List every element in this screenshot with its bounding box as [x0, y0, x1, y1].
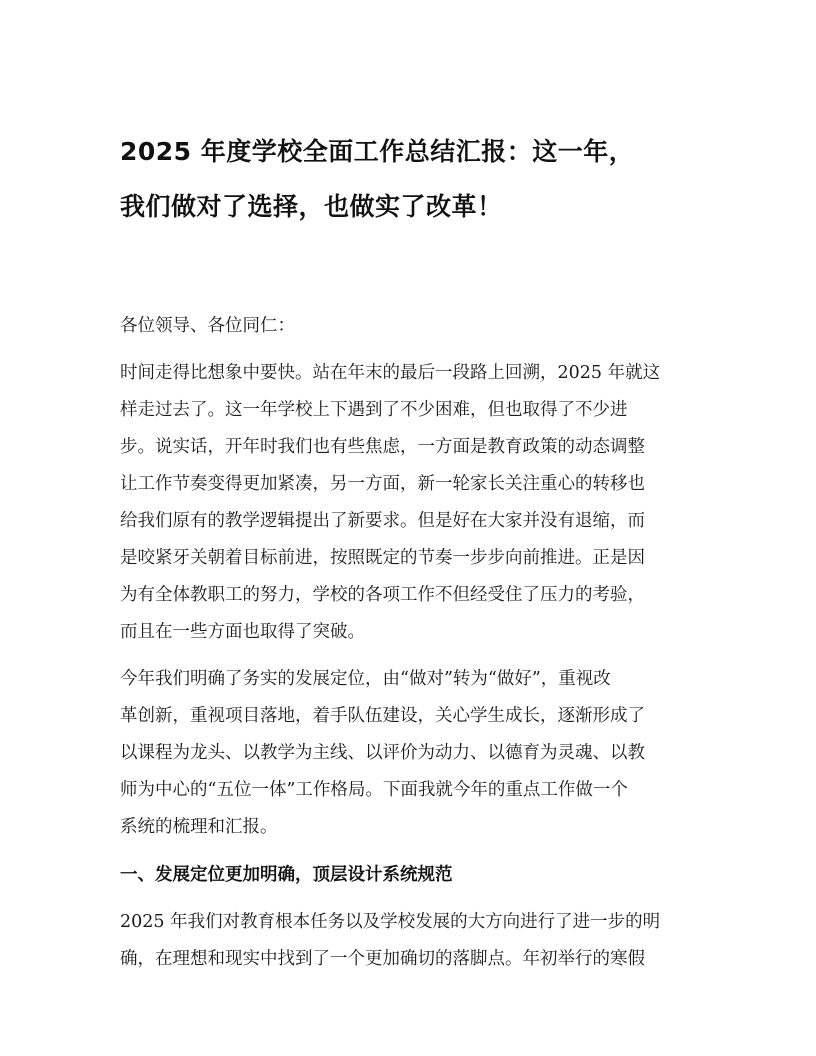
text-line: 步。说实话，开年时我们也有些焦虑，一方面是教育政策的动态调整	[120, 437, 645, 457]
section-heading: 一、发展定位更加明确，顶层设计系统规范	[120, 865, 453, 885]
text-line: 以课程为龙头、以教学为主线、以评价为动力、以德育为灵魂、以教	[120, 743, 645, 763]
text-line: 今年我们明确了务实的发展定位，由“做对”转为“做好”，重视改	[120, 669, 611, 689]
text-line: 系统的梳理和汇报。	[120, 817, 278, 837]
text-line: 2025 年我们对教育根本任务以及学校发展的大方向进行了进一步的明	[120, 912, 661, 932]
salutation: 各位领导、各位同仁：	[120, 316, 295, 336]
title-line: 2025 年度学校全面工作总结汇报：这一年，	[120, 137, 635, 166]
text-line: 确，在理想和现实中找到了一个更加确切的落脚点。年初举行的寒假	[120, 949, 645, 969]
text-line: 时间走得比想象中要快。站在年末的最后一段路上回溯，2025 年就这	[120, 363, 661, 383]
document-page	[120, 124, 698, 978]
text-line: 师为中心的“五位一体”工作格局。下面我就今年的重点工作做一个	[120, 780, 628, 800]
document-title	[120, 124, 698, 234]
title-line: 我们做对了选择，也做实了改革！	[120, 192, 503, 221]
text-line: 给我们原有的教学逻辑提出了新要求。但是好在大家并没有退缩，而	[120, 511, 645, 531]
text-line: 而且在一些方面也取得了突破。	[120, 622, 365, 642]
text-line: 为有全体教职工的努力，学校的各项工作不但经受住了压力的考验，	[120, 585, 645, 605]
paragraph-positioning	[120, 661, 698, 846]
text-line: 样走过去了。这一年学校上下遇到了不少困难，但也取得了不少进	[120, 400, 628, 420]
paragraph-section-one	[120, 904, 698, 978]
paragraph-intro	[120, 355, 698, 651]
text-line: 是咬紧牙关朝着目标前进，按照既定的节奏一步步向前推进。正是因	[120, 548, 645, 568]
text-line: 革创新，重视项目落地，着手队伍建设，关心学生成长，逐渐形成了	[120, 706, 645, 726]
text-line: 让工作节奏变得更加紧凑，另一方面，新一轮家长关注重心的转移也	[120, 474, 645, 494]
